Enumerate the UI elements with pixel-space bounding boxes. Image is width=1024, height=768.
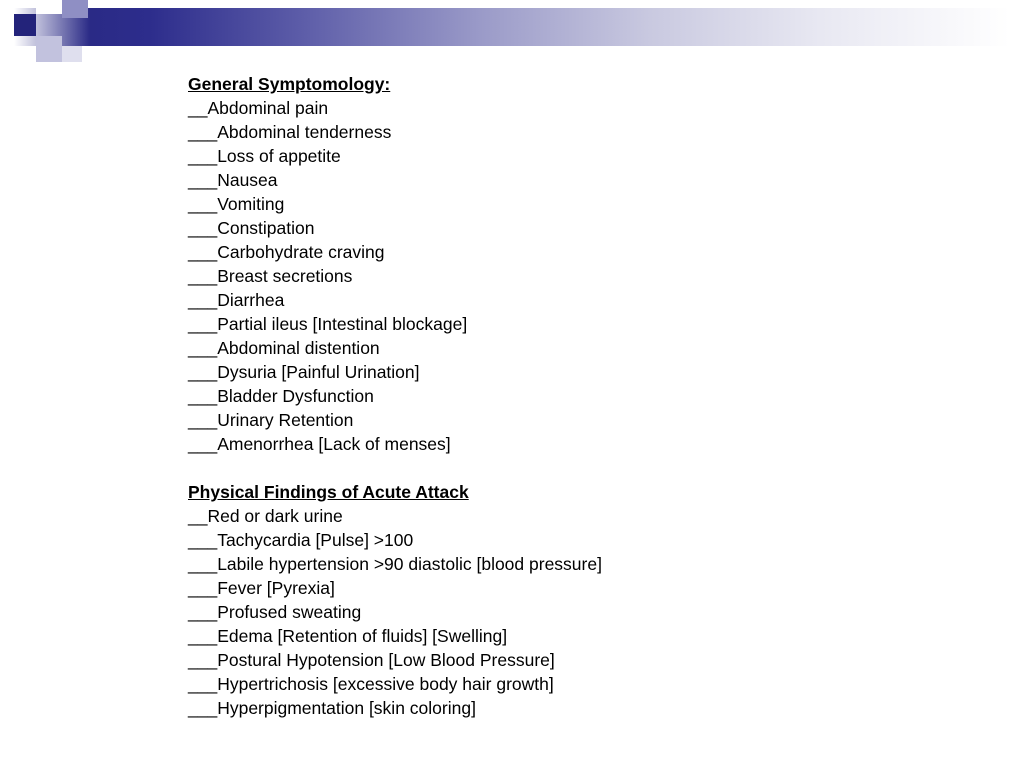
list-item: ___Diarrhea — [188, 290, 285, 310]
list-item: ___Postural Hypotension [Low Blood Pressure] — [188, 650, 555, 670]
section-spacer — [188, 456, 948, 480]
list-item: ___Hyperpigmentation [skin coloring] — [188, 698, 476, 718]
header-square-pale-1 — [62, 46, 82, 62]
list-item: ___Vomiting — [188, 194, 285, 214]
list-item: ___Dysuria [Painful Urination] — [188, 362, 420, 382]
list-item: ___Hypertrichosis [excessive body hair growth] — [188, 674, 554, 694]
list-item: ___Amenorrhea [Lack of menses] — [188, 434, 451, 454]
header-square-white-2 — [0, 46, 36, 62]
section-title: General Symptomology: — [188, 74, 391, 94]
header-square-mid-1 — [62, 0, 88, 18]
header-gradient-bar — [0, 8, 1024, 46]
list-item: ___Urinary Retention — [188, 410, 354, 430]
list-item: ___Partial ileus [Intestinal blockage] — [188, 314, 468, 334]
list-item: ___Profused sweating — [188, 602, 362, 622]
header-square-white-3 — [36, 0, 62, 14]
section-physical-findings — [188, 480, 948, 720]
list-item: ___Bladder Dysfunction — [188, 386, 374, 406]
list-item: ___Constipation — [188, 218, 315, 238]
slide-content — [188, 72, 948, 720]
list-item: ___Nausea — [188, 170, 278, 190]
section-general-symptomology — [188, 72, 948, 456]
list-item: ___Edema [Retention of fluids] [Swelling] — [188, 626, 508, 646]
list-item: __Red or dark urine — [188, 506, 343, 526]
header-square-light-1 — [36, 36, 62, 62]
list-item: ___Tachycardia [Pulse] >100 — [188, 530, 414, 550]
list-item: __Abdominal pain — [188, 98, 329, 118]
list-item: ___Abdominal tenderness — [188, 122, 392, 142]
list-item: ___Loss of appetite — [188, 146, 341, 166]
list-item: ___Carbohydrate craving — [188, 242, 385, 262]
list-item: ___Abdominal distention — [188, 338, 380, 358]
decorative-header-band — [0, 0, 1024, 62]
list-item: ___Labile hypertension >90 diastolic [blood pressure] — [188, 554, 602, 574]
list-item: ___Fever [Pyrexia] — [188, 578, 335, 598]
section-title: Physical Findings of Acute Attack — [188, 482, 469, 502]
header-square-dark-1 — [14, 14, 36, 36]
list-item: ___Breast secretions — [188, 266, 353, 286]
